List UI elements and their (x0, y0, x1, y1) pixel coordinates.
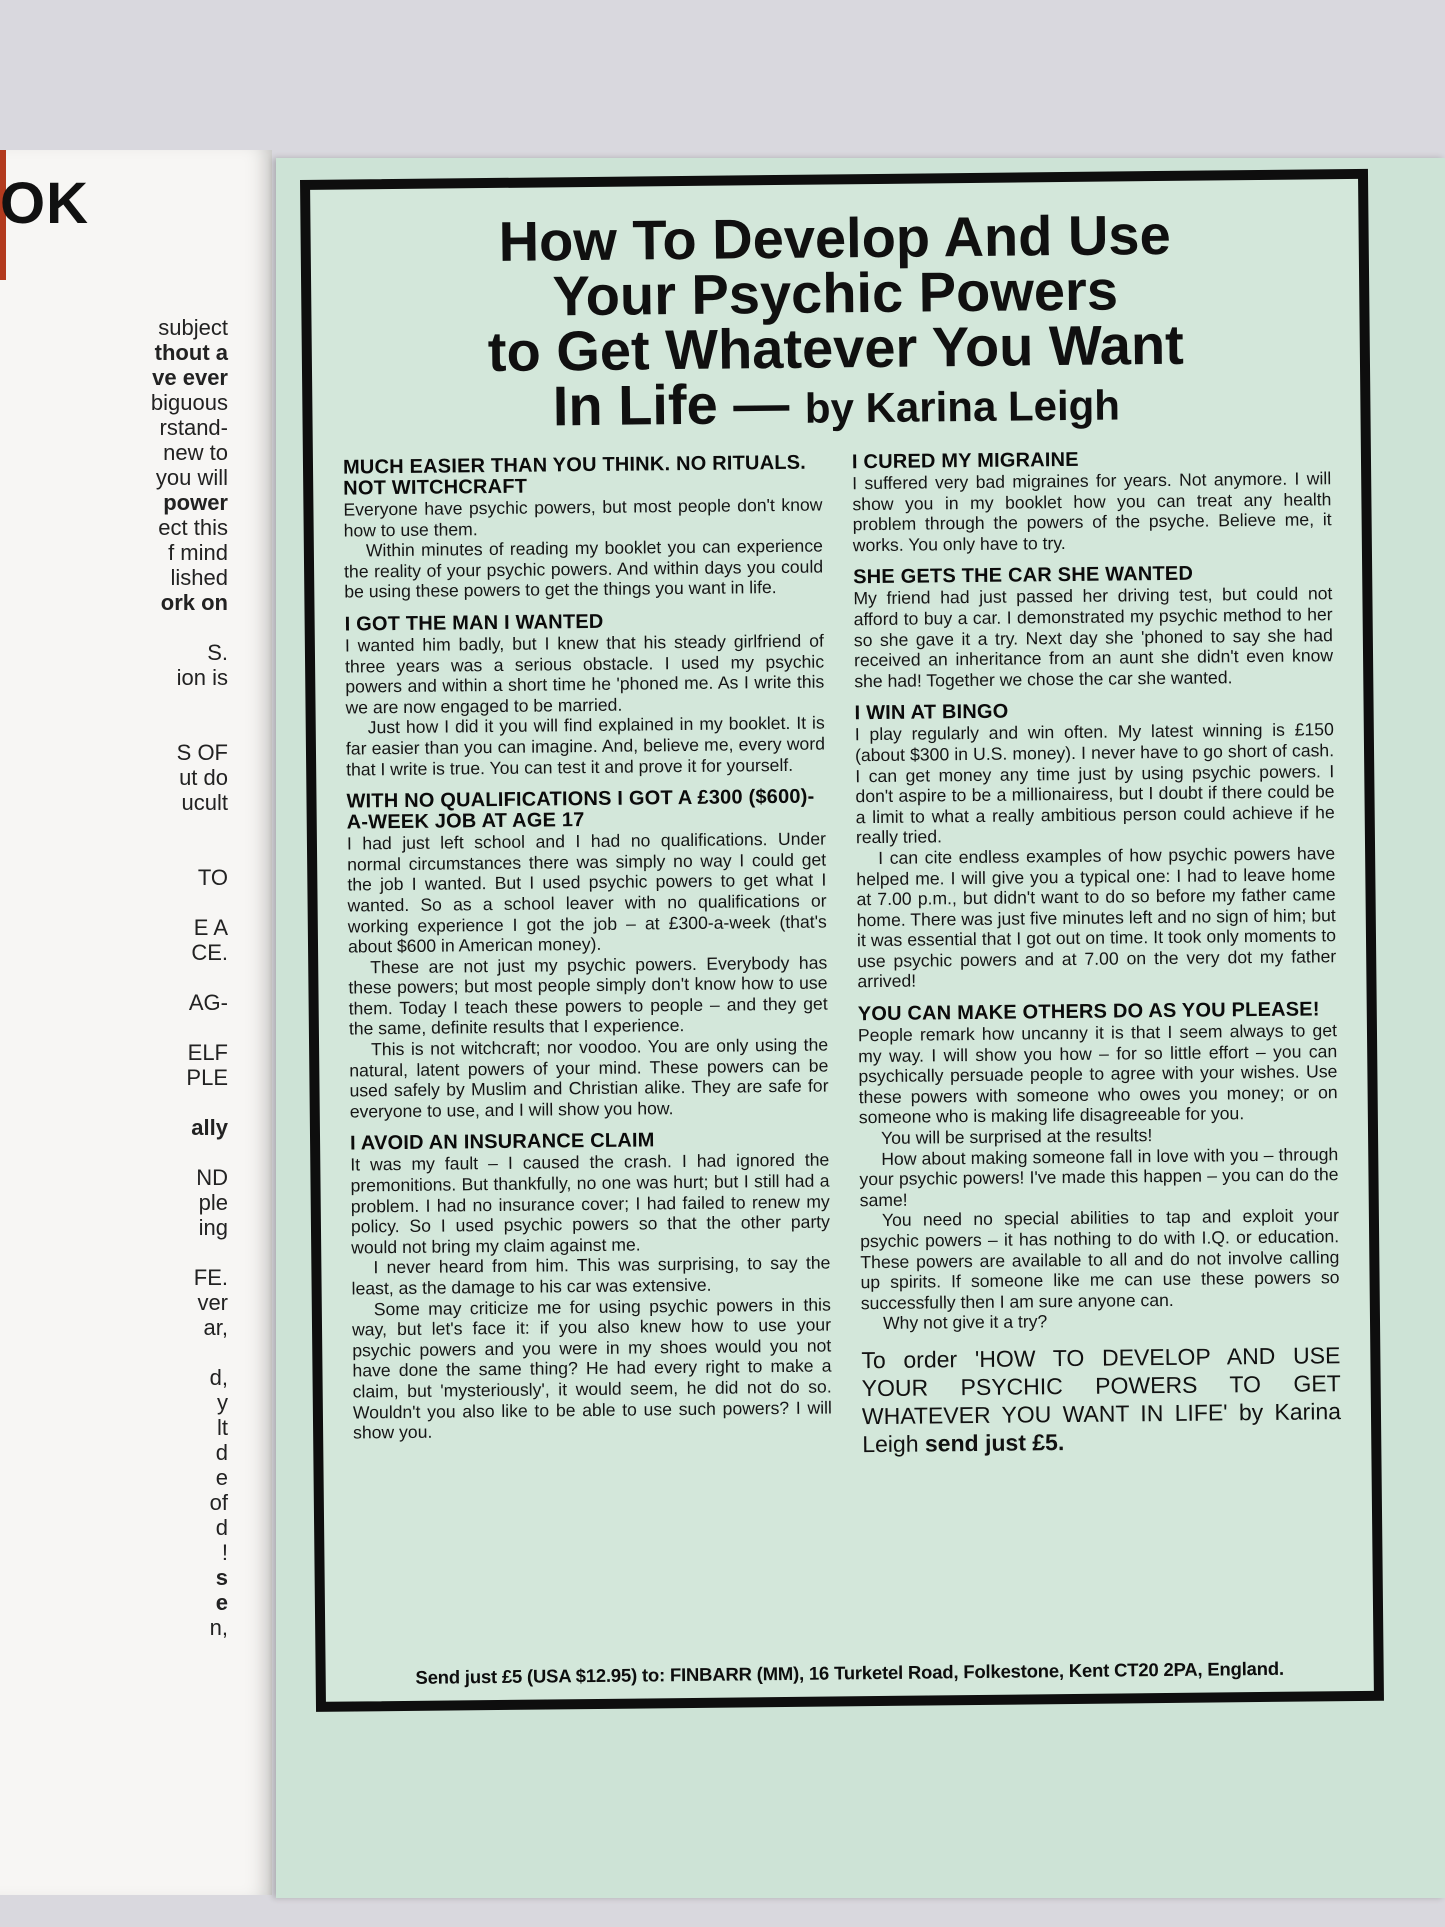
order-text (861, 1341, 1341, 1458)
left-page (0, 150, 272, 1895)
section-paragraph: How about making someone fall in love with you – through your psychic powers! I've made this happen – you can do the same! (859, 1143, 1339, 1211)
left-page-line (0, 1090, 272, 1115)
left-page-line: ion is (176, 665, 228, 690)
left-page-line: e (215, 1465, 228, 1490)
left-page-line: ELF (187, 1040, 228, 1065)
mailing-address: Send just £5 (USA $12.95) to: FINBARR (MM), 16 Turketel Road, Folkestone, Kent CT20 2PA, England. (415, 1657, 1284, 1688)
section-heading: I AVOID AN INSURANCE CLAIM (349, 1129, 655, 1155)
section-paragraph: I never heard from him. This was surprising, to say the least, as the damage to his car was extensive. (351, 1252, 831, 1299)
section-paragraph: I wanted him badly, but I knew that his steady girlfriend of three years was a serious obstacle. I used my psychic powers and within a short time he 'phoned me. As I write this we are now engaged to be married. (344, 630, 825, 718)
advertisement-box (300, 169, 1384, 1712)
left-page-line: S. (207, 640, 228, 665)
left-page-line: new to (163, 440, 228, 465)
ad-section (852, 447, 1332, 555)
left-page-line: ple (198, 1190, 228, 1215)
byline: by Karina Leigh (804, 381, 1121, 432)
left-page-line: AG- (188, 990, 228, 1015)
order-text-price: send just £5. (924, 1429, 1065, 1457)
left-page-line: S OF (176, 740, 228, 765)
section-paragraph: Within minutes of reading my booklet you can experience the reality of your psychic powers. And within days you could be using these powers to get the things you want in life. (343, 535, 824, 602)
left-page-line (0, 815, 272, 840)
left-page-line (0, 1015, 272, 1040)
left-page-heading: OK (0, 171, 89, 236)
left-page-line: d (215, 1515, 228, 1540)
left-page-line (0, 615, 272, 640)
ad-section (346, 787, 828, 1122)
left-page-line: y (217, 1390, 228, 1415)
left-page-line (0, 690, 272, 715)
section-paragraph: I play regularly and win often. My latest winning is £150 (about $300 in U.S. money). I never have to go short of cash. I can get money any time just by using psychic powers. I don't aspire to be a millionairess, but I doubt if there could be a limit to what a really ambitious person could achieve if he really tried. (854, 719, 1335, 848)
ad-section (345, 610, 826, 780)
left-page-line (0, 965, 272, 990)
ad-section (343, 453, 823, 603)
ad-section (350, 1129, 832, 1443)
left-page-line (0, 840, 272, 865)
left-page-line: ally (191, 1115, 228, 1140)
left-page-line: subject (158, 315, 228, 340)
left-page-line: n, (209, 1615, 228, 1640)
title-line-4-text: In Life — (552, 371, 790, 438)
section-heading: I GOT THE MAN I WANTED (344, 610, 604, 636)
left-page-line: d (215, 1440, 228, 1465)
left-page-line: E A (193, 915, 228, 940)
left-page-line: lished (170, 565, 228, 590)
left-page-line: ver (197, 1290, 228, 1315)
left-page-line: ucult (181, 790, 228, 815)
left-page-line: ect this (158, 515, 228, 540)
left-page-line (0, 1240, 272, 1265)
left-page-line: ve ever (152, 365, 228, 390)
left-page-line: f mind (168, 540, 228, 565)
ad-section (855, 699, 1337, 993)
section-paragraph: I can cite endless examples of how psychic powers have helped me. I will give you a typical one: I had to leave home at 7.00 p.m., but didn't want to do so before my father came home. There was just five minutes left and no sign of him; but it was essential that I got out on time. It took only moments to use psychic powers and at 7.00 on the very dot my father arrived! (856, 843, 1337, 992)
left-page-line: s (215, 1565, 228, 1590)
section-paragraph: Everyone have psychic powers, but most people don't know how to use them. (343, 494, 823, 541)
ad-section (858, 999, 1340, 1334)
section-paragraph: My friend had just passed her driving test, but could not afford to buy a car. I demonstrated my psychic method to her so she gave it a try. Next day she 'phoned to say she had received an inheritance from an aunt she didn't even know she had! Together we chose the car she wanted. (853, 583, 1334, 691)
left-page-line: ork on (160, 590, 228, 615)
section-heading: I CURED MY MIGRAINE (851, 448, 1079, 474)
left-page-line: ut do (179, 765, 228, 790)
left-page-line (0, 1340, 272, 1365)
left-page-line: ND (196, 1165, 228, 1190)
left-page-line: of (209, 1490, 228, 1515)
section-paragraph: This is not witchcraft; nor voodoo. You are only using the natural, latent powers of your mind. These powers can be used safely by Muslim and Christian alike. They are safe for everyone to use, and I will show you how. (349, 1034, 829, 1122)
left-page-line: ing (198, 1215, 228, 1240)
left-page-line: rstand- (159, 415, 228, 440)
ad-section (853, 563, 1333, 692)
left-page-line: PLE (186, 1065, 228, 1090)
left-page-line: you will (155, 465, 228, 490)
left-page-text (0, 315, 272, 1640)
section-paragraph: Just how I did it you will find explained in my booklet. It is far easier than you can imagine. And, believe me, every word that I write is true. You can test it and prove it for yourself. (345, 712, 826, 780)
left-page-line: lt (217, 1415, 228, 1440)
left-page-line: biguous (150, 390, 228, 415)
section-paragraph: I had just left school and I had no qualifications. Under normal circumstances there was simply no way I could get the job I wanted. But I used psychic powers to get what I wanted. So as a school leaver with no qualifications or working experience I got the job – at £300-a-week (that's about $600 in American money). (346, 828, 827, 957)
title-line-3: to Get Whatever You Want (487, 312, 1185, 384)
left-page-line: ! (221, 1540, 228, 1565)
section-paragraph: Some may criticize me for using psychic powers in this way, but let's face it: if you also knew how to use your psychic powers and you were in my shoes would you not have done the same thing? He had every right to make a claim, but 'mysteriously', it would seem, he did not do so. Wouldn't you also like to be able to use such powers? I will show you. (351, 1294, 832, 1443)
section-paragraph: These are not just my psychic powers. Everybody has these powers; but most people simply don't know how to use them. Today I teach these powers to people – and they get the same, definite results that I experience. (348, 952, 828, 1040)
section-paragraph: I suffered very bad migraines for years. Not anymore. I will show you in my booklet how you can treat any health problem through the powers of the psyche. Believe me, it works. You only have to try. (852, 468, 1332, 556)
left-page-line: TO (197, 865, 228, 890)
right-page (276, 158, 1445, 1898)
ad-left-column (343, 453, 833, 1464)
section-heading: I WIN AT BINGO (854, 700, 1009, 725)
title-line-2: Your Psychic Powers (552, 258, 1119, 328)
section-paragraph: You need no special abilities to tap and exploit your psychic powers – it has nothing to do with I.Q. or education. These powers are available to all and do not involve calling up spirits. If someone like me can use these powers so successfully then I am sure anyone can. (860, 1205, 1340, 1313)
order-text-main: To order 'HOW TO DEVELOP AND USE YOUR PSYCHIC POWERS TO GET WHATEVER YOU WANT IN LIFE' by Karina Leigh (861, 1342, 1342, 1458)
section-heading: YOU CAN MAKE OTHERS DO AS YOU PLEASE! (857, 998, 1320, 1026)
ad-title (350, 202, 1320, 440)
section-paragraph: You will be surprised at the results! (880, 1125, 1153, 1148)
section-heading: MUCH EASIER THAN YOU THINK. NO RITUALS. NOT WITCHCRAFT (342, 451, 807, 500)
left-page-line (0, 715, 272, 740)
title-line-1: How To Develop And Use (498, 202, 1171, 273)
left-page-line: power (163, 490, 228, 515)
section-paragraph: Why not give it a try? (882, 1311, 1048, 1334)
left-page-line: FE. (193, 1265, 228, 1290)
left-page-line (0, 890, 272, 915)
section-heading: WITH NO QUALIFICATIONS I GOT A £300 ($600)-A-WEEK JOB AT AGE 17 (346, 785, 815, 834)
left-page-line: ar, (203, 1315, 228, 1340)
left-page-line: e (215, 1590, 228, 1615)
left-page-line: d, (209, 1365, 228, 1390)
section-paragraph: It was my fault – I caused the crash. I had ignored the premonitions. But thankfully, no one was hurt; but I still had a problem. I had no insurance cover; I had failed to renew my policy. So I used psychic powers so that the other party would not bring my claim against me. (350, 1149, 831, 1258)
left-page-line: thout a (154, 340, 228, 365)
left-page-line: CE. (191, 940, 228, 965)
left-page-line (0, 1140, 272, 1165)
ad-right-column (852, 447, 1342, 1458)
section-paragraph: People remark how uncanny it is that I seem always to get my way. I will show you how – for so little effort – you can psychically persuade people to agree with your wishes. Use these powers with someone who owes you money; or on someone who is making life disagreeable for you. (857, 1020, 1338, 1128)
section-heading: SHE GETS THE CAR SHE WANTED (853, 563, 1194, 589)
